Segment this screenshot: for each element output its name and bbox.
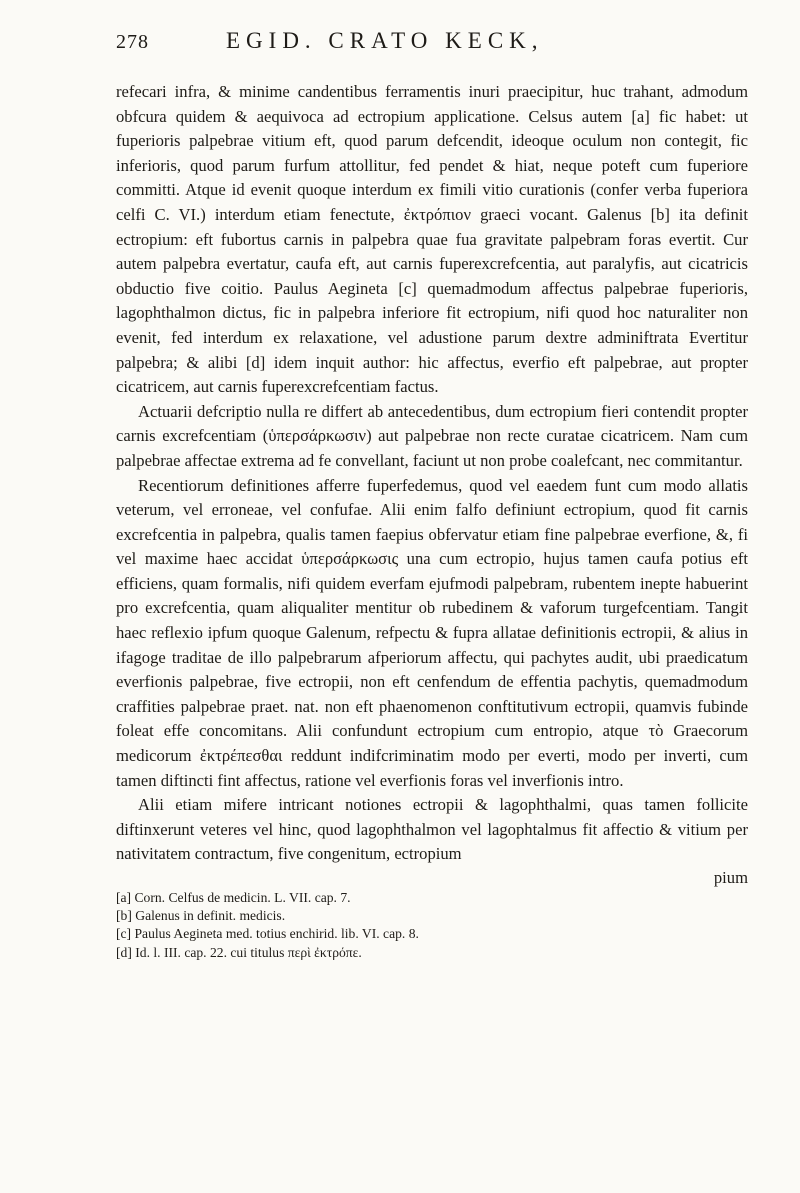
running-head: EGID. CRATO KECK, [226, 28, 544, 53]
paragraph: Actuarii defcriptio nulla re differt ab antecedentibus, dum ectropium fieri contendit propter carnis excrefcentiam (ὑπερσάρκωσιν) aut palpebrae non recte curatae cicatricem. Nam cum palpebrae affectae extrema ad fe convellant, faciunt ut non probe coalefcant, nec commitantur. [116, 401, 748, 470]
footnote: [b] Galenus in definit. medicis. [116, 908, 286, 924]
footnote: [a] Corn. Celfus de medicin. L. VII. cap. 7. [116, 890, 351, 905]
page-header [116, 28, 748, 72]
footnote: [c] Paulus Aegineta med. totius enchirid. lib. VI. cap. 8. [116, 926, 419, 942]
body-text [116, 80, 748, 867]
paragraph: refecari infra, & minime candentibus ferramentis inuri praecipitur, huc trahant, admodum obfcura quidem & aequivoca ad ectropium applicatione. Celsus autem [a] fic habet: ut fuperioris palpebrae vitium eft, quod parum defcendit, ideoque oculum non contegit, fic inferioris, quod parum furfum attollitur, fed pendet & hiat, neque poteft cum fuperiore committi. Atque id evenit quoque interdum ex fimili vitio curationis (confer verba fuperiora celfi C. VI.) interdum etiam fenectute, ἐκτρόπιον graeci vocant. Galenus [b] ita definit ectropium: eft fubortus carnis in palpebra quae fua gravitate palpebram foras evertit. Cur autem palpebra evertatur, caufa eft, aut carnis fuperexcrefcentia, aut paralyfis, aut cicatricis obductio five coitio. Paulus Aegineta [c] quemadmodum affectus palpebrae fuperioris, lagophthalmon dictus, fic in palpebra inferiore fit ectropium, nifi quod hoc naturaliter non evenit, fed interdum ex relaxatione, vel adustione parum dextre adminiftrata Evertitur palpebra; & alibi [d] idem inquit author: hic affectus, everfio eft palpebrae, aut propter cicatricem, aut carnis fuperexcrefcentiam factus. [116, 82, 748, 397]
page-number: 278 [116, 31, 149, 53]
paragraph: Alii etiam mifere intricant notiones ectropii & lagophthalmi, quas tamen follicite diftinxerunt veteres vel hinc, quod lagophthalmon vel lagophtalmus fit affectio & vitium per nativitatem contractum, five congenitum, ectropium [116, 795, 748, 864]
footnotes [116, 889, 748, 962]
paragraph: Recentiorum definitiones afferre fuperfedemus, quod vel eaedem funt cum modo allatis veterum, vel erroneae, vel confufae. Alii enim falfo definiunt ectropium, quod fit carnis excrefcentia in palpebra, qualis tamen faepius obfervatur etiam fine palpebrae everfione, &, fi vel maxime haec accidat ὑπερσάρκωσις una cum ectropio, hujus tamen caufa potius eft efficiens, quam formalis, nifi quidem everfam ejufmodi palpebram, rubentem inepte habuerint pro excrefcentia, quam aliqualiter mentitur ob rubedinem & vaforum turgefcentiam. Tangit haec reflexio ipfum quoque Galenum, refpectu & fupra allatae definitionis ectropii, & alius in ifagoge traditae de illo palpebrarum afperiorum affectu, qui pachytes audit, ubi praedicatum everfionis palpebrae, five ectropii, non eft cenfendum de effentia pachytis, quemadmodum craffities palpebrae praet. nat. non eft phaenomenon conftitutivum ectropii, quamvis fubinde foleat effe concomitans. Alii confundunt ectropium cum entropio, atque τὸ Graecorum medicorum ἐκτρέπεσθαι reddunt indifcriminatim modo per everti, modo per inverti, cum tamen diftincti fint affectus, ratione vel everfionis foras vel inverfionis intro. [116, 475, 748, 790]
footnote: [d] Id. l. III. cap. 22. cui titulus περὶ ἐκτρόπε. [116, 944, 362, 960]
catchword: pium [713, 868, 748, 887]
